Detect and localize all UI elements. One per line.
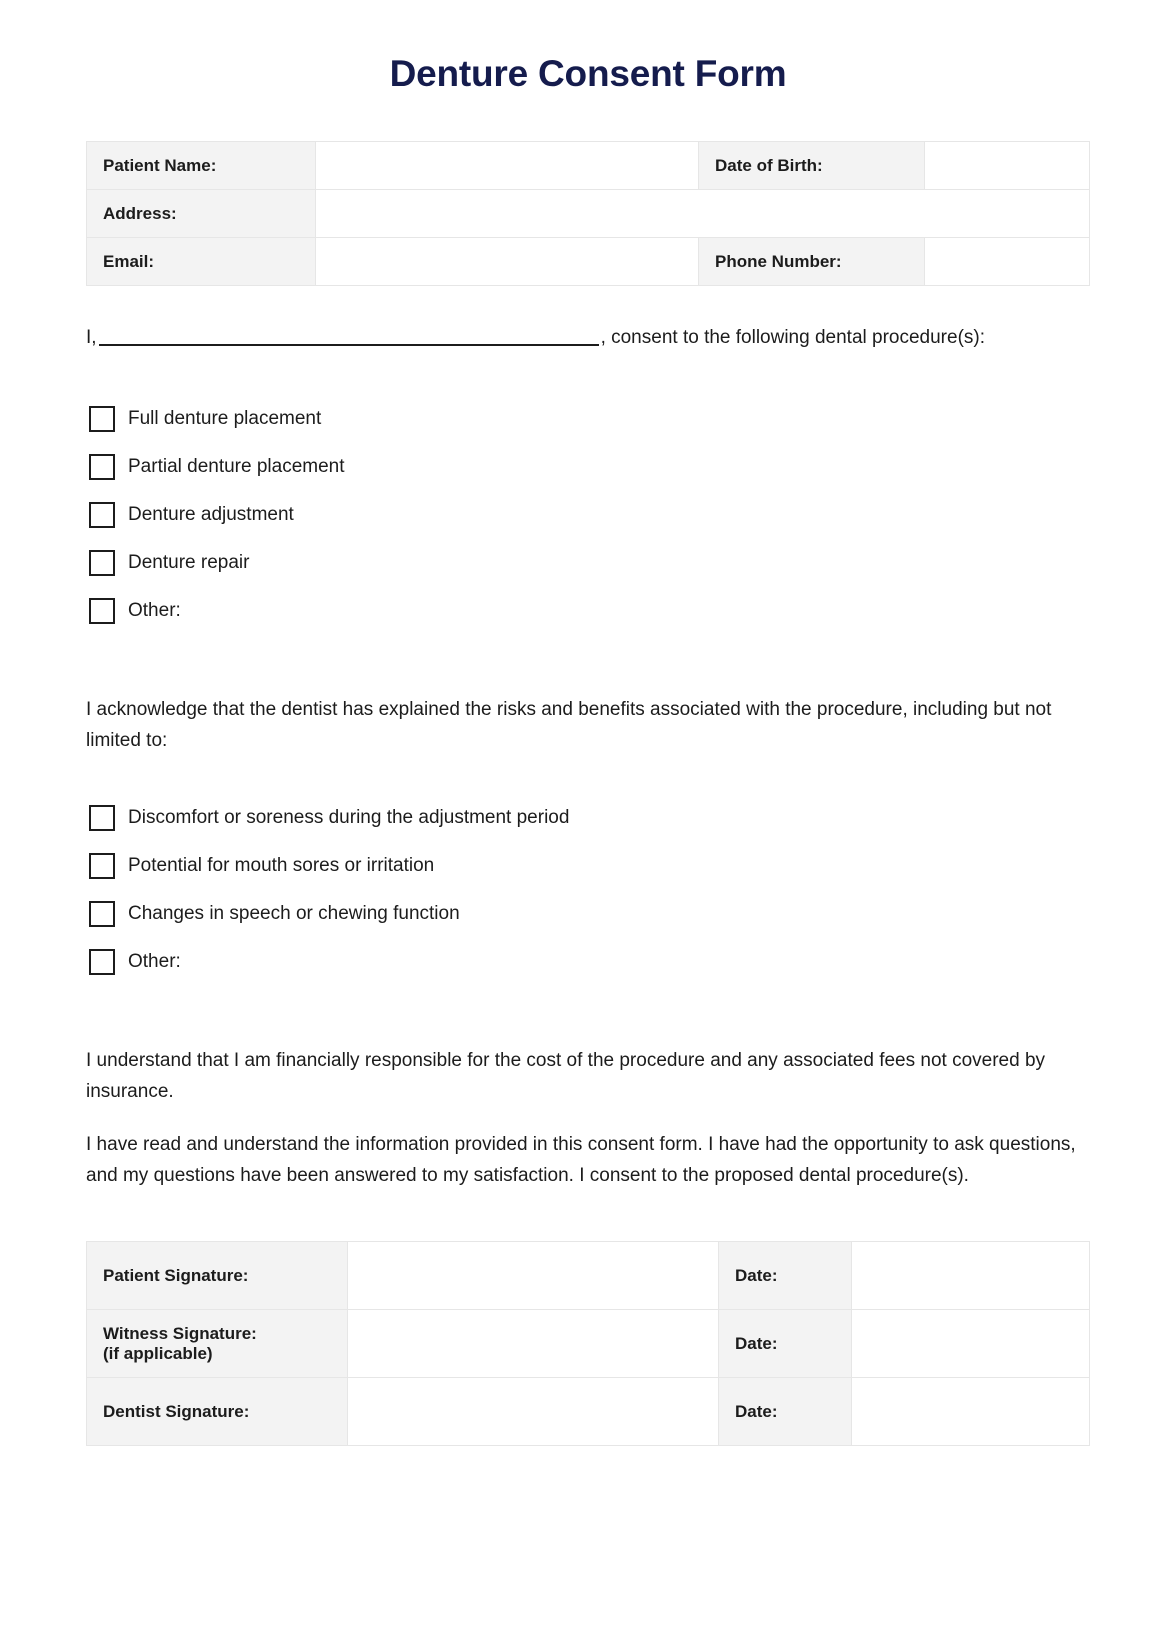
consent-prefix: I, <box>86 327 97 349</box>
table-row <box>87 190 1090 238</box>
list-item-label: Discomfort or soreness during the adjustment period <box>128 807 570 829</box>
list-item-label: Full denture placement <box>128 407 322 429</box>
dentist-signature-field[interactable] <box>348 1378 719 1446</box>
witness-signature-label-main: Witness Signature: <box>103 1323 257 1343</box>
consent-suffix: , consent to the following dental procedure(s): <box>600 327 986 349</box>
witness-signature-field[interactable] <box>348 1310 719 1378</box>
checkbox-icon[interactable] <box>89 502 115 528</box>
checkbox-icon[interactable] <box>89 901 115 927</box>
patient-signature-field[interactable] <box>348 1242 719 1310</box>
witness-signature-label <box>87 1310 348 1378</box>
patient-date-label: Date: <box>719 1242 852 1310</box>
table-row <box>87 1310 1090 1378</box>
checkbox-icon[interactable] <box>89 853 115 879</box>
list-item[interactable] <box>86 794 1090 842</box>
patient-name-label: Patient Name: <box>87 142 316 190</box>
patient-name-field[interactable] <box>316 142 699 190</box>
list-item-label: Changes in speech or chewing function <box>128 903 460 925</box>
list-item-label: Denture repair <box>128 551 250 573</box>
list-item-label: Other: <box>128 951 181 973</box>
list-item[interactable] <box>86 842 1090 890</box>
patient-signature-label: Patient Signature: <box>87 1242 348 1310</box>
checkbox-icon[interactable] <box>89 406 115 432</box>
dentist-signature-label: Dentist Signature: <box>87 1378 348 1446</box>
list-item[interactable] <box>86 938 1090 986</box>
checkbox-icon[interactable] <box>89 805 115 831</box>
email-field[interactable] <box>316 238 699 286</box>
financial-responsibility-paragraph: I understand that I am financially responsible for the cost of the procedure and any associated fees not covered by insurance. <box>86 1050 1046 1103</box>
list-item[interactable] <box>86 395 1090 443</box>
witness-date-label: Date: <box>719 1310 852 1378</box>
patient-info-section <box>0 96 1176 286</box>
table-row <box>87 238 1090 286</box>
checkbox-icon[interactable] <box>89 598 115 624</box>
address-field[interactable] <box>316 190 1090 238</box>
list-item-label: Potential for mouth sores or irritation <box>128 855 435 877</box>
date-of-birth-field[interactable] <box>925 142 1090 190</box>
acknowledgment-paragraph: I acknowledge that the dentist has explained the risks and benefits associated with the procedure, including but not limited to: <box>86 698 1052 751</box>
phone-number-label: Phone Number: <box>699 238 925 286</box>
phone-number-field[interactable] <box>925 238 1090 286</box>
list-item[interactable] <box>86 890 1090 938</box>
checkbox-icon[interactable] <box>89 949 115 975</box>
risks-checkbox-list <box>86 756 1090 986</box>
consent-statement <box>86 286 1090 353</box>
patient-date-field[interactable] <box>852 1242 1090 1310</box>
final-consent-paragraph: I have read and understand the information provided in this consent form. I have had the opportunity to ask questions, and my questions have been answered to my satisfaction. I consent to the proposed dental procedure(s). <box>86 1133 1076 1186</box>
page-title: Denture Consent Form <box>389 53 787 94</box>
procedures-checkbox-list <box>86 353 1090 635</box>
dentist-date-field[interactable] <box>852 1378 1090 1446</box>
checkbox-icon[interactable] <box>89 550 115 576</box>
list-item-label: Denture adjustment <box>128 503 294 525</box>
signature-section <box>0 1191 1176 1506</box>
email-label: Email: <box>87 238 316 286</box>
consent-name-blank[interactable] <box>99 344 599 346</box>
list-item-label: Other: <box>128 599 181 621</box>
list-item[interactable] <box>86 587 1090 635</box>
signature-table <box>86 1241 1090 1446</box>
list-item[interactable] <box>86 443 1090 491</box>
checkbox-icon[interactable] <box>89 454 115 480</box>
patient-info-table <box>86 141 1090 286</box>
table-row <box>87 1378 1090 1446</box>
date-of-birth-label: Date of Birth: <box>699 142 925 190</box>
table-row <box>87 1242 1090 1310</box>
table-row <box>87 142 1090 190</box>
witness-signature-label-sub: (if applicable) <box>103 1343 213 1363</box>
address-label: Address: <box>87 190 316 238</box>
witness-date-field[interactable] <box>852 1310 1090 1378</box>
list-item[interactable] <box>86 539 1090 587</box>
dentist-date-label: Date: <box>719 1378 852 1446</box>
list-item[interactable] <box>86 491 1090 539</box>
list-item-label: Partial denture placement <box>128 455 345 477</box>
